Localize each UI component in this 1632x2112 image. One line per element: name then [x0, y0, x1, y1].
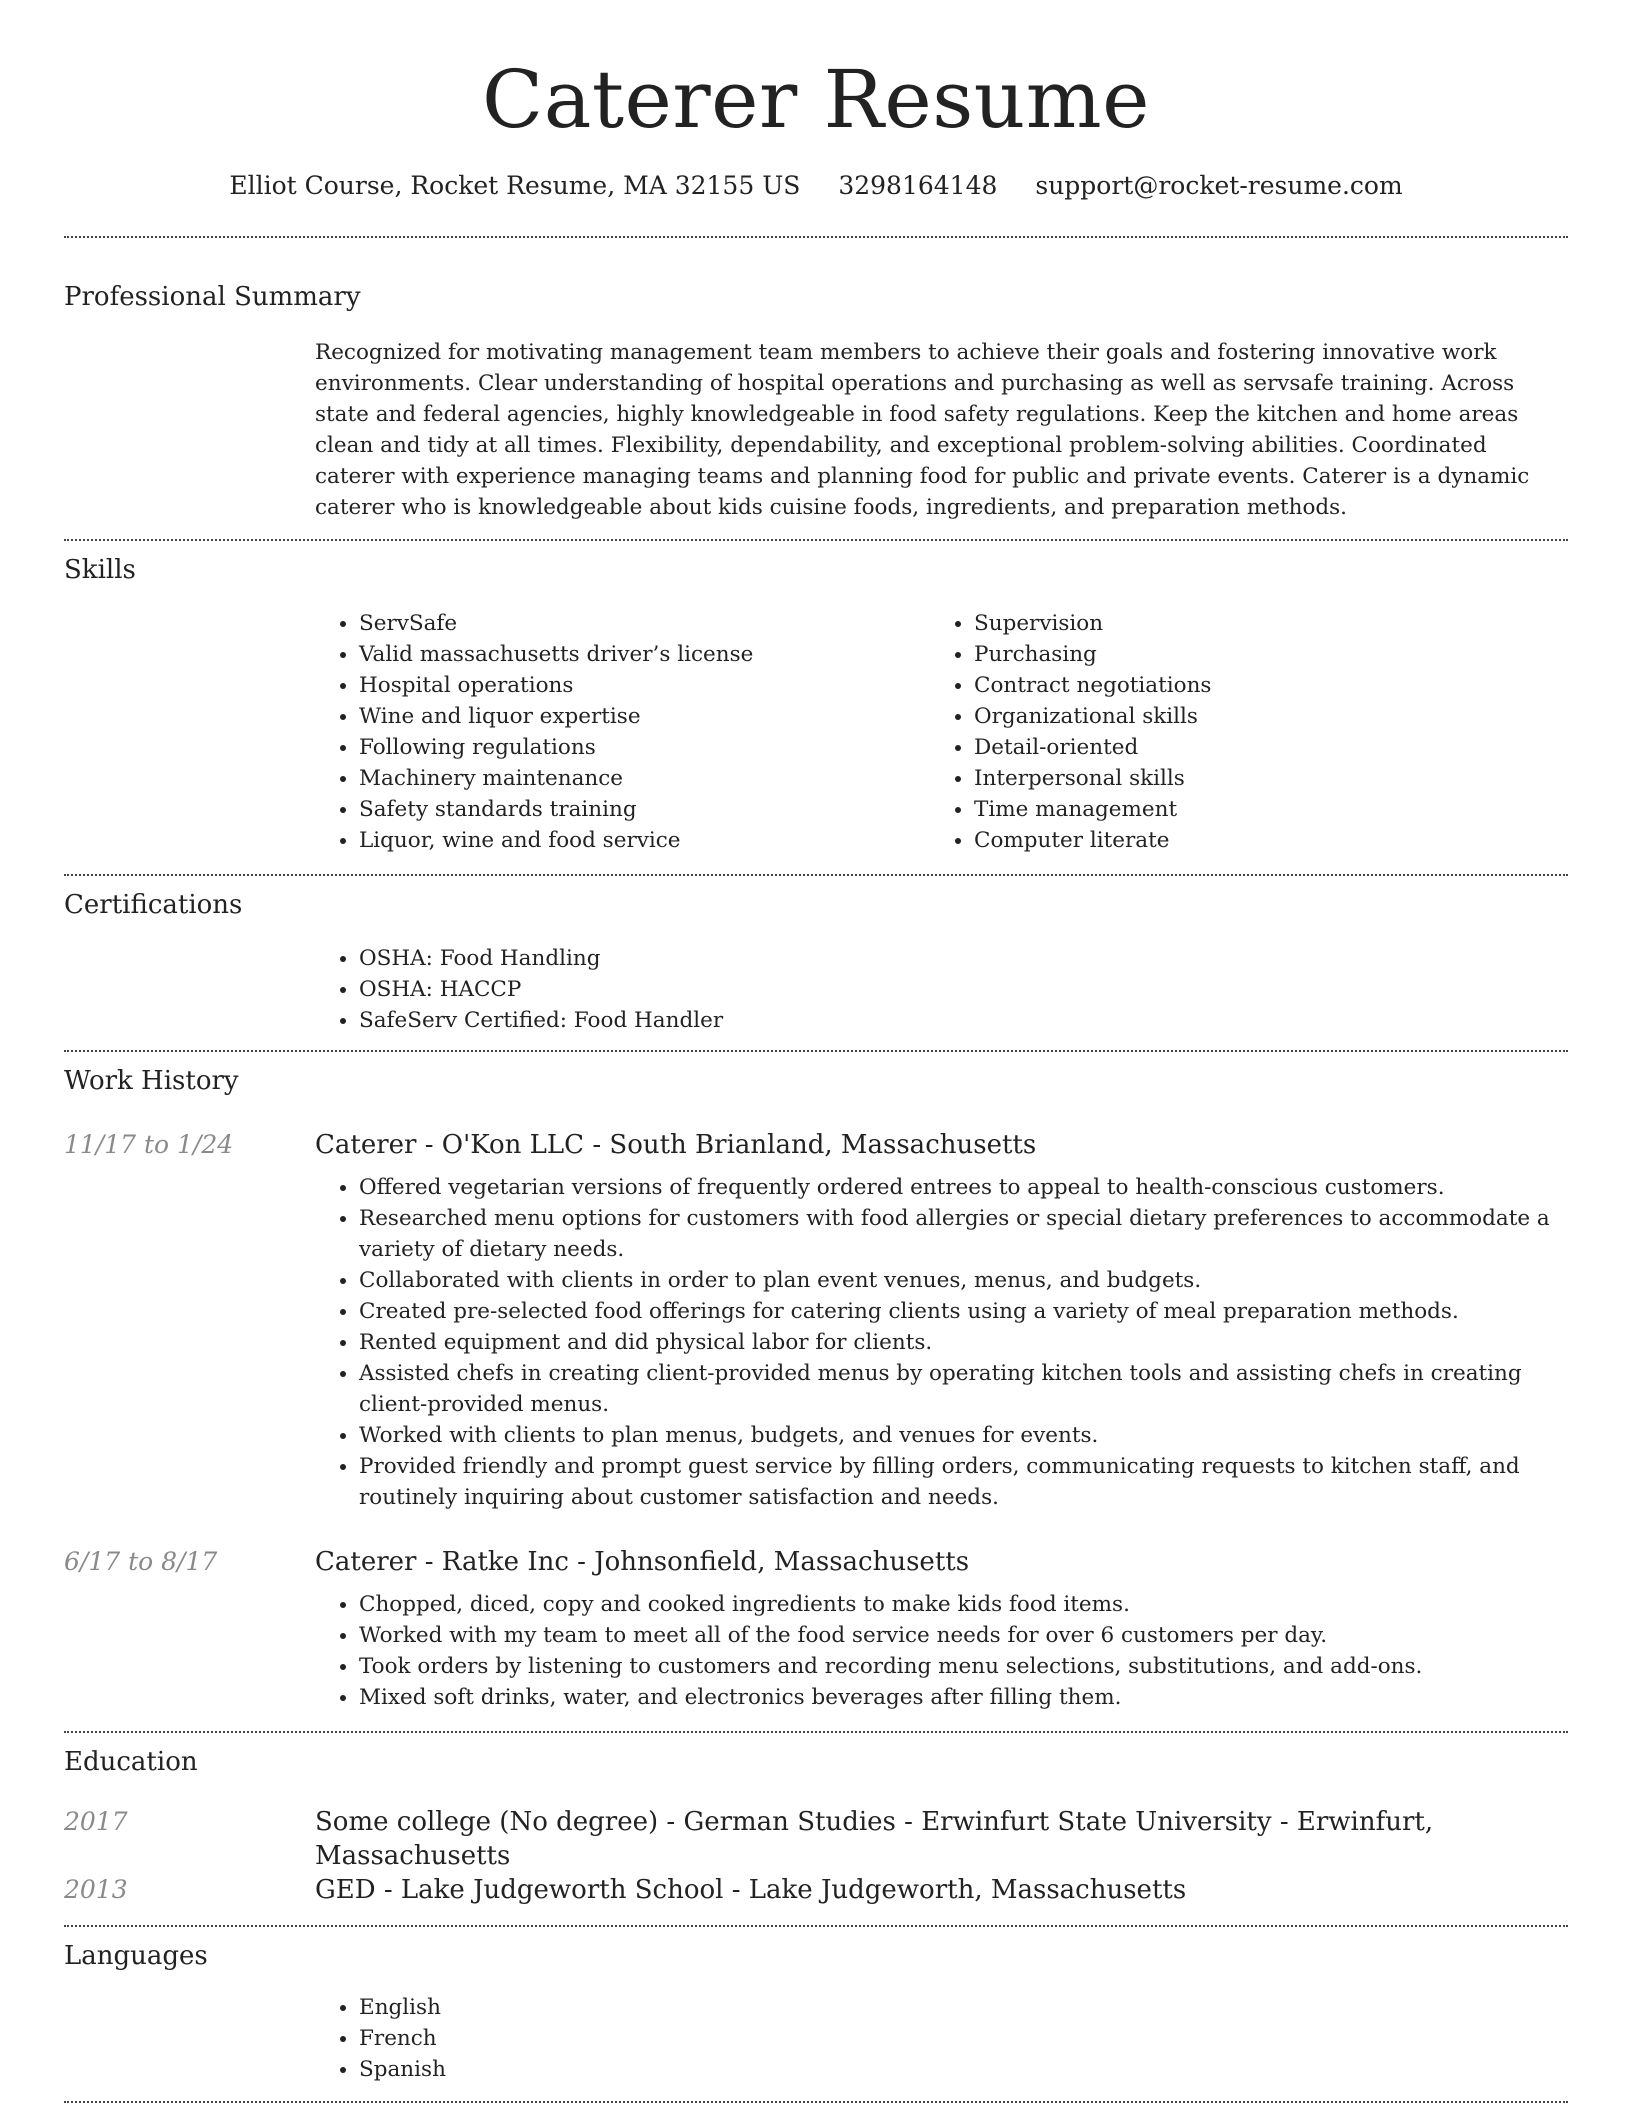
list-item: • Valid massachusetts driver’s license — [359, 639, 930, 670]
skills-grid — [315, 608, 1568, 874]
divider — [64, 874, 1568, 876]
list-item: • Created pre-selected food offerings for catering clients using a variety of meal preparation methods. — [359, 1296, 1568, 1327]
certifications-list — [315, 943, 1568, 1036]
section-heading-education: Education — [64, 1747, 198, 1777]
skills-section — [64, 553, 1568, 874]
page-title: Caterer Resume — [481, 53, 1150, 146]
divider — [64, 236, 1568, 238]
list-item: • Contract negotiations — [974, 670, 1545, 701]
list-item: • Organizational skills — [974, 701, 1545, 732]
list-item: • OSHA: Food Handling — [359, 943, 1568, 974]
divider — [64, 1925, 1568, 1927]
list-item: • Detail-oriented — [974, 732, 1545, 763]
list-item: • Safety standards training — [359, 794, 930, 825]
contact-phone: 3298164148 — [838, 171, 998, 200]
education-details: GED - Lake Judgeworth School - Lake Judgeworth, Massachusetts — [315, 1875, 1187, 1905]
list-item: • SafeServ Certified: Food Handler — [359, 1005, 1568, 1036]
list-item: • Worked with my team to meet all of the food service needs for over 6 customers per day. — [359, 1620, 1568, 1651]
job-bullets — [315, 1589, 1568, 1713]
languages-section — [64, 1939, 1568, 2101]
education-year: 2013 — [64, 1875, 128, 1904]
job-dates: 11/17 to 1/24 — [64, 1130, 234, 1159]
job-entry — [64, 1545, 1568, 1731]
languages-block — [315, 1992, 1568, 2101]
job-bullets — [315, 1172, 1568, 1513]
list-item: • Spanish — [359, 2054, 1568, 2085]
list-item: • Supervision — [974, 608, 1545, 639]
summary-section — [64, 280, 1568, 539]
list-item: • Liquor, wine and food service — [359, 825, 930, 856]
section-heading-summary: Professional Summary — [64, 282, 361, 312]
section-heading-languages: Languages — [64, 1941, 208, 1971]
divider — [64, 539, 1568, 541]
contact-address: Elliot Course, Rocket Resume, MA 32155 US — [229, 171, 801, 200]
skills-list-right — [930, 608, 1545, 856]
list-item: • Purchasing — [974, 639, 1545, 670]
list-item: • Worked with clients to plan menus, budgets, and venues for events. — [359, 1420, 1568, 1451]
list-item: • English — [359, 1992, 1568, 2023]
job-title: Caterer - Ratke Inc - Johnsonfield, Massachusetts — [315, 1547, 970, 1577]
divider — [64, 1050, 1568, 1052]
summary-text: Recognized for motivating management team members to achieve their goals and fostering innovative work environments. Clear understanding of hospital operations and purchasing as well as servsafe training. Across state and federal agencies, highly knowledgeable in food safety regulations. Keep the kitchen and home areas clean and tidy at all times. Flexibility, dependability, and exceptional problem-solving abilities. Coordinated caterer with experience managing teams and planning food for public and private events. Caterer is a dynamic caterer who is knowledgeable about kids cuisine foods, ingredients, and preparation methods. — [315, 340, 1530, 520]
list-item: • Chopped, diced, copy and cooked ingredients to make kids food items. — [359, 1589, 1568, 1620]
job-entry — [64, 1128, 1568, 1513]
certifications-section — [64, 888, 1568, 1050]
section-heading-work: Work History — [64, 1066, 239, 1096]
resume-page — [64, 0, 1568, 2103]
job-dates: 6/17 to 8/17 — [64, 1547, 218, 1576]
list-item: • Computer literate — [974, 825, 1545, 856]
education-entry — [64, 1805, 1568, 1871]
list-item: • Offered vegetarian versions of frequently ordered entrees to appeal to health-conscious customers. — [359, 1172, 1568, 1203]
education-section — [64, 1745, 1568, 1907]
education-details: Some college (No degree) - German Studies - Erwinfurt State University - Erwinfurt, Massachusetts — [315, 1807, 1434, 1871]
section-heading-skills: Skills — [64, 555, 136, 585]
divider — [64, 2101, 1568, 2103]
list-item: • Interpersonal skills — [974, 763, 1545, 794]
list-item: • French — [359, 2023, 1568, 2054]
list-item: • Mixed soft drinks, water, and electronics beverages after filling them. — [359, 1682, 1568, 1713]
list-item: • Following regulations — [359, 732, 930, 763]
list-item: • Assisted chefs in creating client-provided menus by operating kitchen tools and assisting chefs in creating client-provided menus. — [359, 1358, 1568, 1420]
list-item: • Rented equipment and did physical labor for clients. — [359, 1327, 1568, 1358]
contact-line — [64, 170, 1568, 202]
list-item: • Machinery maintenance — [359, 763, 930, 794]
languages-list — [315, 1992, 1568, 2085]
divider — [64, 1731, 1568, 1733]
list-item: • Took orders by listening to customers and recording menu selections, substitutions, and add-ons. — [359, 1651, 1568, 1682]
job-title: Caterer - O'Kon LLC - South Brianland, Massachusetts — [315, 1130, 1037, 1160]
list-item: • Collaborated with clients in order to plan event venues, menus, and budgets. — [359, 1265, 1568, 1296]
list-item: • Researched menu options for customers with food allergies or special dietary preferences to accommodate a variety of dietary needs. — [359, 1203, 1568, 1265]
list-item: • OSHA: HACCP — [359, 974, 1568, 1005]
list-item: • Hospital operations — [359, 670, 930, 701]
work-history-section — [64, 1064, 1568, 1731]
section-heading-certifications: Certifications — [64, 890, 243, 920]
contact-email: support@rocket-resume.com — [1035, 171, 1403, 200]
list-item: • Provided friendly and prompt guest service by filling orders, communicating requests to kitchen staff, and routinely inquiring about customer satisfaction and needs. — [359, 1451, 1568, 1513]
list-item: • ServSafe — [359, 608, 930, 639]
list-item: • Wine and liquor expertise — [359, 701, 930, 732]
skills-list-left — [315, 608, 930, 856]
certifications-block — [315, 943, 1568, 1050]
list-item: • Time management — [974, 794, 1545, 825]
education-entry — [64, 1873, 1568, 1907]
education-year: 2017 — [64, 1807, 128, 1836]
